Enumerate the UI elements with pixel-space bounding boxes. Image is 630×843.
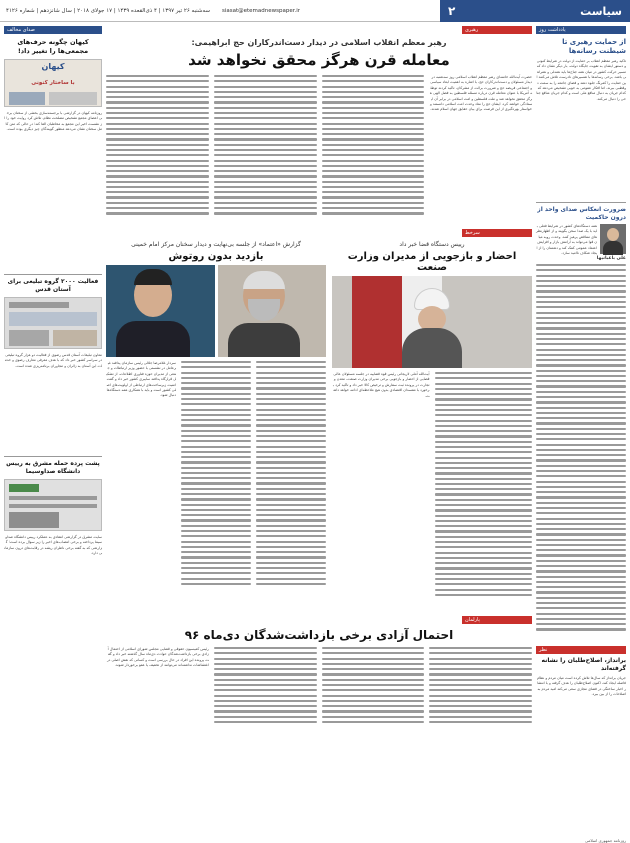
divider [536,202,626,203]
lead-kicker: رهبر معظم انقلاب اسلامی در دیدار دست‌اندرکاران حج ابراهیمی: [191,38,447,47]
left-article1-title: کیهان چگونه حرف‌های مجمعی‌ها را تغییر داد! [17,38,89,55]
header-info [0,0,440,22]
story2-body-columns [106,361,326,599]
lead-bar: رهبری [462,26,532,34]
bottom-body: رئیس کمیسیون حقوقی و قضایی مجلس شورای اسلامی از احتمال آزادی برخی بازداشت‌شدگان حوادث دی‌ماه سال گذشته خبر داد و گفت پرونده این افراد در حال بررسی است و کسانی که نقش اصلی در اغتشاشات نداشته‌اند می‌توانند از تخفیف یا عفو برخوردار شوند. [106,647,209,668]
lead-body-lines-2 [322,75,425,223]
left-article3-body: سایت مشرق در گزارشی انتقادی به عملکرد رییس دانشگاه صداوسیما پرداخته و برخی انتصاب‌های اخیر را زیر سوال برده است؛ گزارشی که به گفته برخی ناظران ریشه در رقابت‌های درون سازمانی دارد. [4,535,102,556]
divider [4,274,102,275]
opinion-bar: نظر [536,646,626,654]
bottom-lines-a [429,647,532,729]
stories-row [106,241,532,610]
opinion3-title: برانداز، اصلاح‌طلبان را نشانه گرفته‌اند [541,657,626,672]
date-line: سه‌شنبه ۲۶ تیر ۱۳۹۷ | ۴ ذی‌القعده ۱۴۳۹ | ۱۷ جولای ۲۰۱۸ | سال شانزدهم | شماره ۴۱۲۶ [6,7,210,14]
left-article2-body: معاون تبلیغات آستان قدس رضوی از فعالیت دو هزار گروه تبلیغی در سراسر کشور خبر داد که با هدف معرفی معارف رضوی و خدمات این آستان به زائران و مجاوران برنامه‌ریزی شده است. [4,353,102,368]
lead-body: حضرت آیت‌الله خامنه‌ای رهبر معظم انقلاب اسلامی روز سه‌شنبه در دیدار مسئولان و دست‌اندرکاران حج، با اشاره به اهمیت ابعاد سیاسی و اجتماعی فریضه حج و ضرورت برائت از مشرکان، تاکید کردند توطئه آمریکا با عنوان معامله قرن درباره مسئله فلسطین به فضل الهی هرگز محقق نخواهد شد و ملت فلسطین و امت اسلامی در برابر آن ایستادگی خواهند کرد. ایشان حج را نماد وحدت امت اسلامی دانستند و خواستار بهره‌گیری از این فرصت برای بیان حقایق جهان اسلام شدند. [430,75,532,112]
bottom-bar: پارلمان [462,616,532,624]
right-column [536,26,626,843]
author-photo [600,224,626,254]
story2-bar: سرخط [462,229,532,237]
left-article3-title: پشت پرده حمله مشرق به رییس دانشگاه صداوسیما [6,460,100,475]
divider [4,456,102,457]
story3-body: آیت‌الله آملی لاریجانی رئیس قوه قضاییه در جلسه مسئولان عالی قضایی از احضار و بازجویی برخی مدیران وزارت صنعت، معدن و تجارت در پرونده ثبت سفارش و ترخیص کالا خبر داد و تاکید کرد برخورد با مفسدان اقتصادی بدون هیچ ملاحظه‌ای ادامه خواهد داشت. [333,372,430,398]
mashregh-clipping [4,479,102,531]
bottom-lines-c [214,647,317,729]
opinion2-title: ضرورت انعکاس صدای واحد از درون حاکمیت [537,206,626,221]
page-header [0,0,630,22]
bottom-lines-b [322,647,425,729]
left-column [4,26,102,695]
story2-photos [106,265,326,357]
lead-body-columns [106,75,532,223]
section-name: سیاست [580,4,622,18]
story2 [106,241,326,610]
lead-body-lines-3 [214,75,317,223]
editorial-body: تاکید رهبر معظم انقلاب بر حمایت از دولت در شرایط کنونی و دستور ایشان به تقویت جایگاه دولت، بار دیگر نشان داد که مسیر حرکت کشور در میان همه جناح‌ها باید همدلی و همراهی باشد. برخی رسانه‌ها با تفسیرهای نادرست تلاش می‌کنند این حمایت را کمرنگ جلوه دهند و فضای جامعه را به سمت دوقطبی ببرند، اما افکار عمومی به خوبی تشخیص می‌دهد که کدام جریان به دنبال منافع ملی است و کدام جریان منافع جناحی را دنبال می‌کند. [536,59,626,101]
kayhan-clipping [4,59,102,107]
story3 [332,241,532,610]
opposing-voice-bar: صدای مخالف [4,26,102,34]
author-name: علی باغبانیها [596,256,626,261]
story3-body-columns [332,372,532,610]
lead-body-lines-4 [106,75,209,223]
section-banner [440,0,630,22]
story3-kicker: رییس دستگاه قضا خبر داد [399,241,465,248]
lead-headline: معامله قرن هرگز محقق نخواهد شد [188,51,450,69]
story3-lines [435,372,533,610]
story3-photo [332,276,532,368]
story2-headline: بازدید بدون روتوش [168,251,264,262]
story2-lines-a [256,361,326,599]
attribution: روزنامه جمهوری اسلامی [584,838,626,843]
story2-lines-b [181,361,251,599]
story3-headline: احضار و بازجویی از مدیران وزارت صنعت [347,251,517,273]
opinion2-intro: همه دستگاه‌های کشور در شرایط فعلی باید با یک صدا سخن بگویند و از اظهارنظرهای متناقض پرهیز کنند. وحدت رویه میان قوا می‌تواند به آرامش بازار و افزایش اعتماد عمومی کمک کند و دشمنان را از ایجاد شکاف ناامید سازد. [536,224,597,256]
story2-kicker: گزارش «اعتماد» از جلسه بی‌نهایت و دیدار سخنان مرکز امام خمینی [131,241,301,248]
website[interactable]: siasat@etemadnewspaper.ir [221,7,301,14]
bottom-body-columns [106,647,532,729]
editorial-title: از حمایت رهبری تا شیطنت رسانه‌ها [562,38,626,55]
kayhan-name: کیهان [41,62,65,71]
main-column [106,26,532,729]
astan-quds-clipping [4,297,102,349]
story2-body: سردار غلامرضا جلالی رئیس سازمان پدافند غیرعامل در نشستی با حضور وزیر ارتباطات و جمعی از مدیران حوزه فناوری اطلاعات، از تشکیل قرارگاه پدافند سایبری کشور خبر داد و گفت امنیت زیرساخت‌های ارتباطی از اولویت‌های اصلی کشور است و باید با همکاری همه دستگاه‌ها دنبال شود. [106,361,176,398]
story2-photo-left [218,265,327,357]
opinion3-body: جریان برانداز که سال‌ها تلاش کرده است میان مردم و نظام فاصله ایجاد کند، اکنون اصلاح‌طلبان را هدف گرفته و با انتشار اخبار ساختگی در فضای مجازی سعی می‌کند امید مردم به اصلاحات را از بین ببرد. [536,676,626,697]
kayhan-headline: با ساختار کنونی [31,80,75,86]
author-box [536,224,626,254]
left-article2-title: فعالیت ۲۰۰۰ گروه تبلیغی برای آستان قدس [7,278,99,293]
page-number: ۲ [448,4,456,18]
bottom-headline: احتمال آزادی برخی بازداشت‌شدگان دی‌ماه ۹۶ [184,628,454,642]
left-article1-body: روزنامه کیهان در گزارشی با برجسته‌سازی بخشی از سخنان برخی اعضای مجمع تشخیص مصلحت نظام، تلاش کرد روایت خود را از نشست اخیر این مجمع به مخاطبان القا کند؛ در حالی که متن کامل سخنان نشان می‌دهد منظور گویندگان چیز دیگری بوده است. [4,111,102,132]
editorial-bar: یادداشت روز [536,26,626,34]
story2-photo-right [106,265,215,357]
opinion2-body-lines [536,264,626,644]
